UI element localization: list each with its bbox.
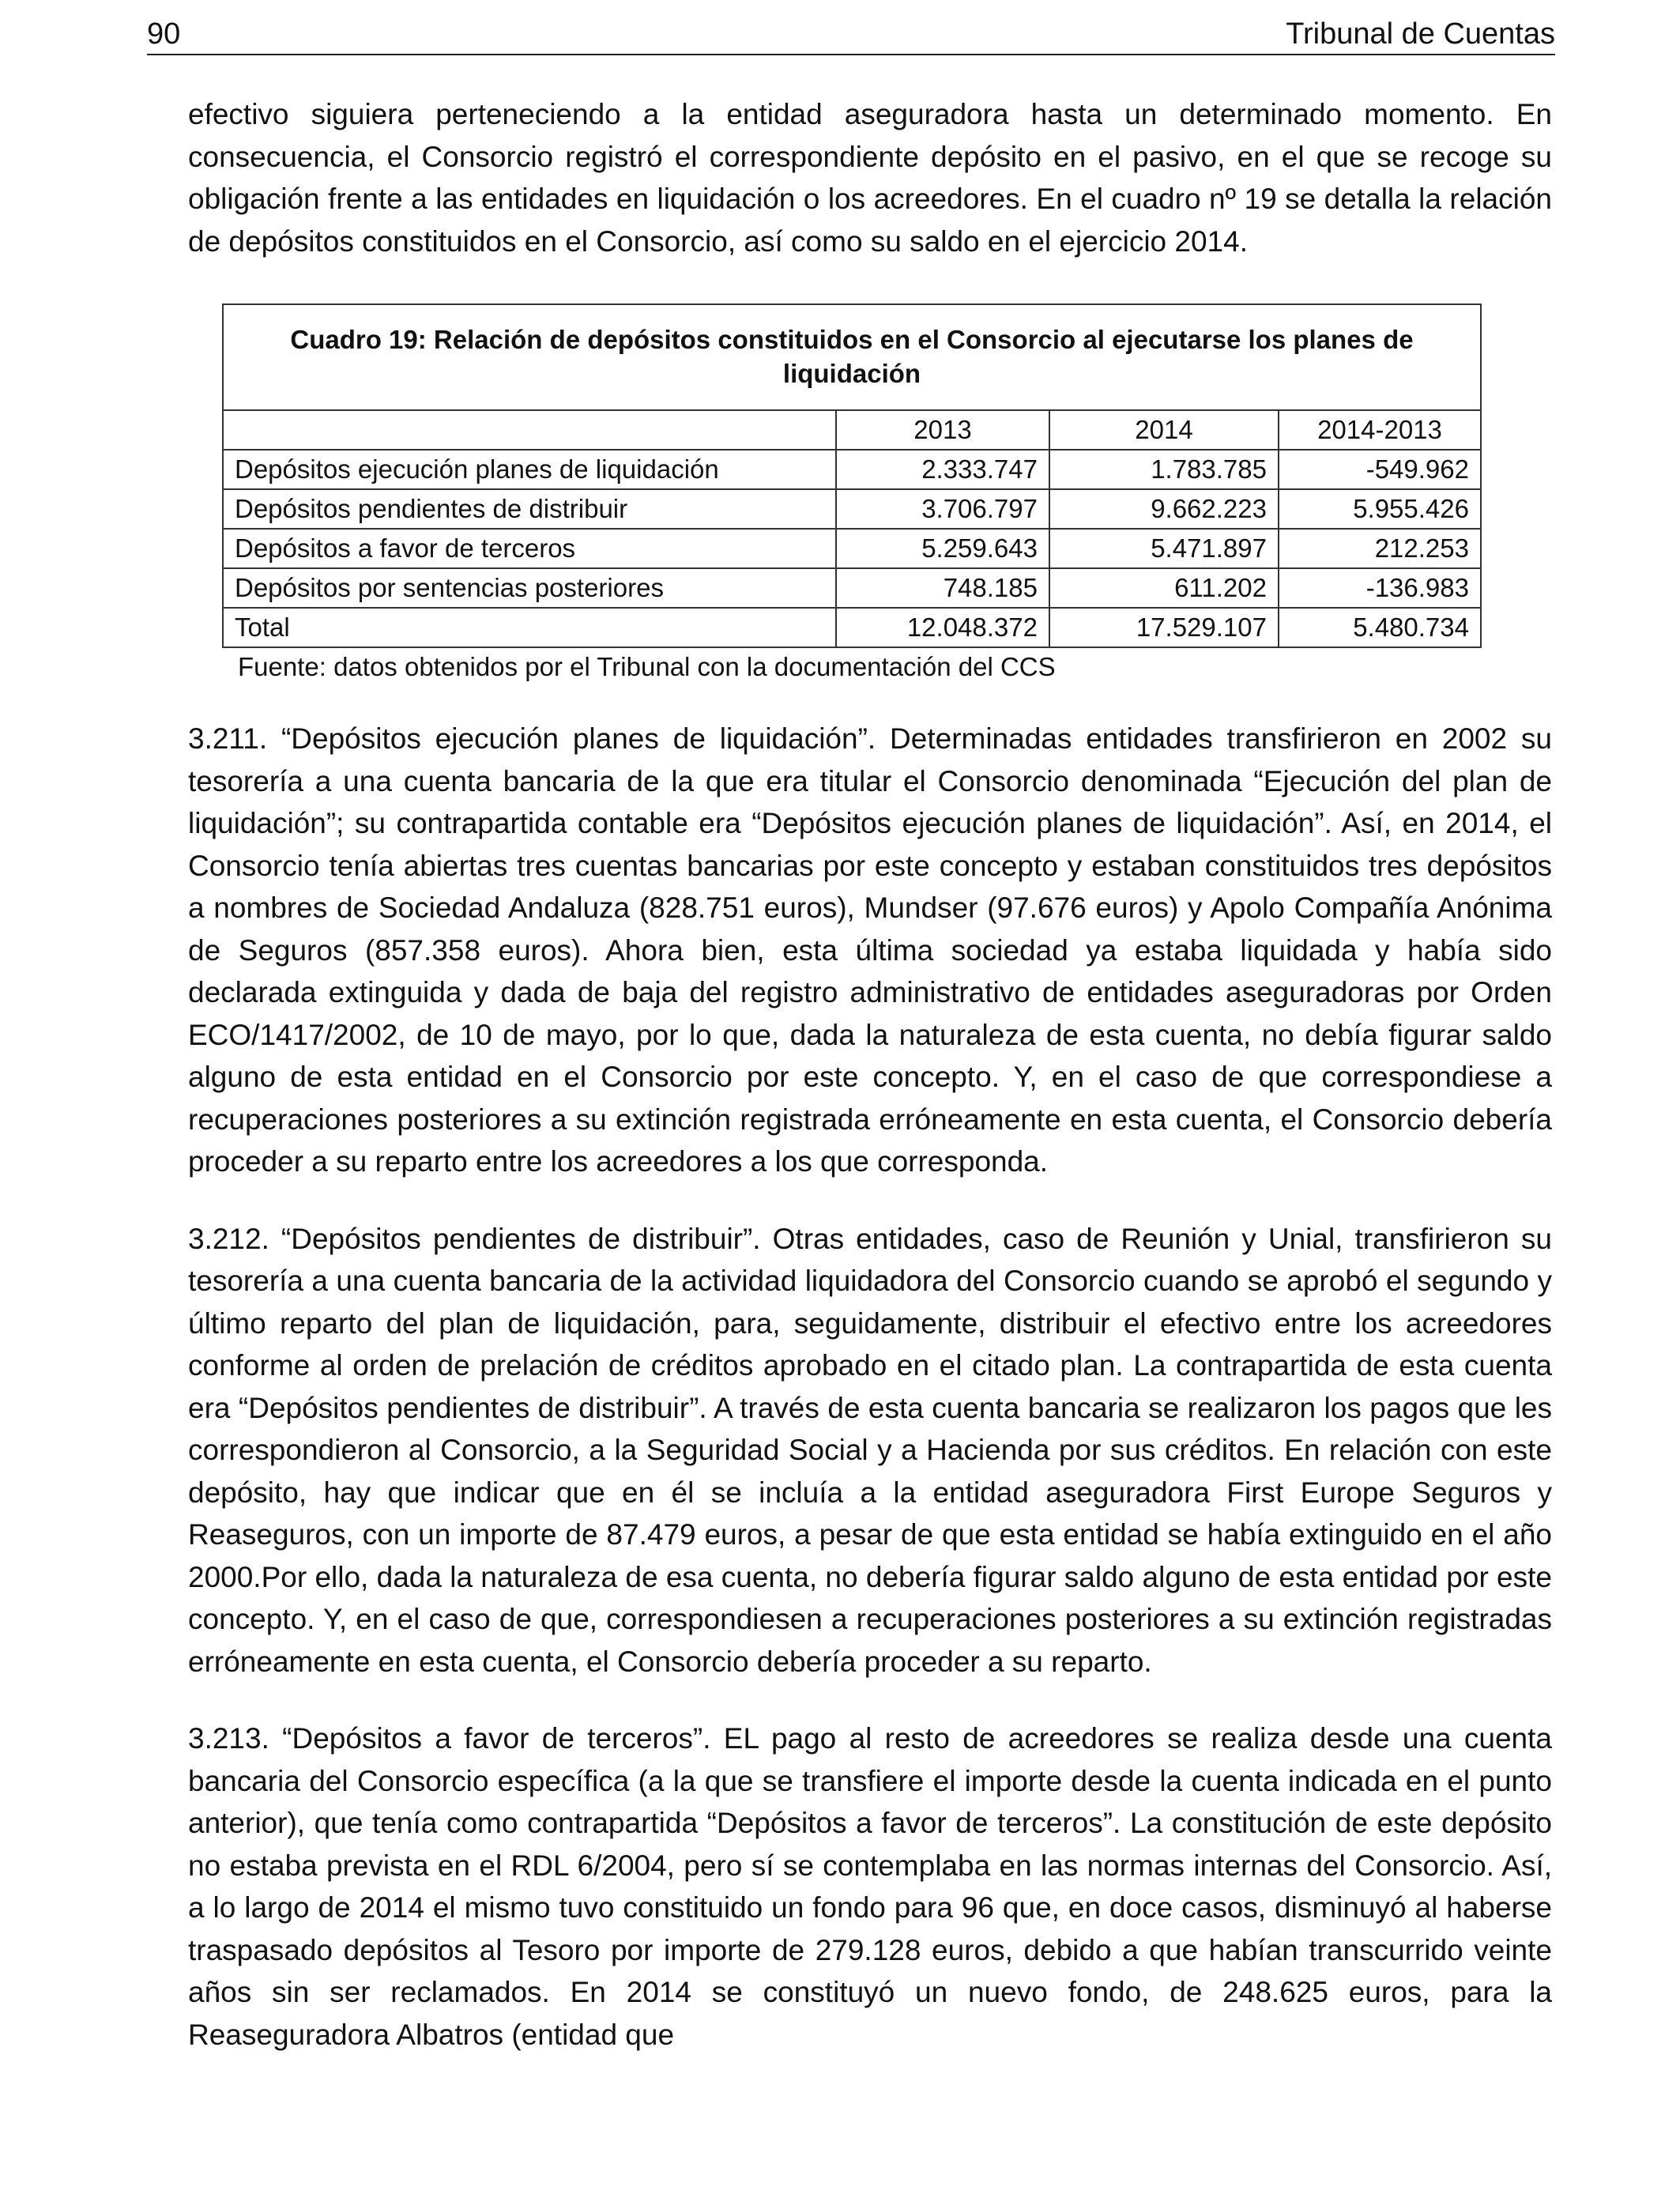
table-title: Cuadro 19: Relación de depósitos constituidos en el Consorcio al ejecutarse los planes de liquidación <box>290 325 1414 388</box>
paragraph-3-211: 3.211. “Depósitos ejecución planes de liquidación”. Determinadas entidades transfirieron en 2002 su tesorería a una cuenta bancaria de la que era titular el Consorcio denominada “Ejecución del plan de liquidación”; su contrapartida contable era “Depósitos ejecución planes de liquidación”. Así, en 2014, el Consorcio tenía abiertas tres cuentas bancarias por este concepto y estaban constituidos tres depósitos a nombres de Sociedad Andaluza (828.751 euros), Mundser (97.676 euros) y Apolo Compañía Anónima de Seguros (857.358 euros). Ahora bien, esta última sociedad ya estaba liquidada y había sido declarada extinguida y dada de baja del registro administrativo de entidades aseguradoras por Orden ECO/1417/2002, de 10 de mayo, por lo que, dada la naturaleza de esta cuenta, no debía figurar saldo alguno de esta entidad en el Consorcio por este concepto. Y, en el caso de que correspondiese a recuperaciones posteriores a su extinción registrada erróneamente en esta cuenta, el Consorcio debería proceder a su reparto entre los acreedores a los que corresponda. <box>188 722 1552 1178</box>
value-2013: 3.706.797 <box>836 489 1049 529</box>
value-2013: 5.259.643 <box>836 529 1049 568</box>
value-2014: 17.529.107 <box>1049 608 1279 647</box>
table-source: Fuente: datos obtenidos por el Tribunal con la documentación del CCS <box>238 652 1056 681</box>
table-row <box>224 529 1480 568</box>
value-diff: 5.955.426 <box>1279 489 1480 529</box>
deposits-table-box <box>222 303 1482 648</box>
value-2014: 9.662.223 <box>1049 489 1279 529</box>
table-row <box>224 450 1480 489</box>
column-header: 2013 <box>836 410 1049 450</box>
row-label: Total <box>224 608 836 647</box>
row-label: Depósitos ejecución planes de liquidación <box>224 450 836 489</box>
page-number: 90 <box>147 17 181 51</box>
deposits-table <box>224 409 1480 647</box>
value-diff: -549.962 <box>1279 450 1480 489</box>
paragraph-3-213: 3.213. “Depósitos a favor de terceros”. EL pago al resto de acreedores se realiza desde una cuenta bancaria del Consorcio específica (a la que se transfiere el importe desde la cuenta indicada en el punto anterior), que tenía como contrapartida “Depósitos a favor de terceros”. La constitución de este depósito no estaba prevista en el RDL 6/2004, pero sí se contemplaba en las normas internas del Consorcio. Así, a lo largo de 2014 el mismo tuvo constituido un fondo para 96 que, en doce casos, disminuyó al haberse traspasado depósitos al Tesoro por importe de 279.128 euros, debido a que habían transcurrido veinte años sin ser reclamados. En 2014 se constituyó un nuevo fondo, de 248.625 euros, para la Reaseguradora Albatros (entidad que <box>188 1722 1552 2051</box>
value-2014: 1.783.785 <box>1049 450 1279 489</box>
value-2014: 5.471.897 <box>1049 529 1279 568</box>
running-title: Tribunal de Cuentas <box>1286 17 1555 51</box>
page-header <box>147 14 1555 55</box>
table-row <box>224 489 1480 529</box>
value-2013: 2.333.747 <box>836 450 1049 489</box>
column-header <box>224 410 836 450</box>
value-diff: -136.983 <box>1279 568 1480 608</box>
value-2013: 12.048.372 <box>836 608 1049 647</box>
value-diff: 212.253 <box>1279 529 1480 568</box>
table-row <box>224 568 1480 608</box>
column-header: 2014-2013 <box>1279 410 1480 450</box>
paragraph-3-212: 3.212. “Depósitos pendientes de distribuir”. Otras entidades, caso de Reunión y Unial, transfirieron su tesorería a una cuenta bancaria de la actividad liquidadora del Consorcio cuando se aprobó el segundo y último reparto del plan de liquidación, para, seguidamente, distribuir el efectivo entre los acreedores conforme al orden de prelación de créditos aprobado en el citado plan. La contrapartida de esta cuenta era “Depósitos pendientes de distribuir”. A través de esta cuenta bancaria se realizaron los pagos que les correspondieron al Consorcio, a la Seguridad Social y a Hacienda por sus créditos. En relación con este depósito, hay que indicar que en él se incluía a la entidad aseguradora First Europe Seguros y Reaseguros, con un importe de 87.479 euros, a pesar de que esta entidad se había extinguido en el año 2000.Por ello, dada la naturaleza de esa cuenta, no debería figurar saldo alguno de esta entidad por este concepto. Y, en el caso de que, correspondiesen a recuperaciones posteriores a su extinción registradas erróneamente en esta cuenta, el Consorcio debería proceder a su reparto. <box>188 1222 1552 1678</box>
row-label: Depósitos a favor de terceros <box>224 529 836 568</box>
value-2013: 748.185 <box>836 568 1049 608</box>
row-label: Depósitos pendientes de distribuir <box>224 489 836 529</box>
value-diff: 5.480.734 <box>1279 608 1480 647</box>
table-header-row <box>224 410 1480 450</box>
intro-paragraph: efectivo siguiera perteneciendo a la entidad aseguradora hasta un determinado momento. En consecuencia, el Consorcio registró el correspondiente depósito en el pasivo, en el que se recoge su obligación frente a las entidades en liquidación o los acreedores. En el cuadro nº 19 se detalla la relación de depósitos constituidos en el Consorcio, así como su saldo en el ejercicio 2014. <box>188 98 1552 258</box>
row-label: Depósitos por sentencias posteriores <box>224 568 836 608</box>
table-total-row <box>224 608 1480 647</box>
value-2014: 611.202 <box>1049 568 1279 608</box>
column-header: 2014 <box>1049 410 1279 450</box>
page-body <box>188 93 1552 2056</box>
